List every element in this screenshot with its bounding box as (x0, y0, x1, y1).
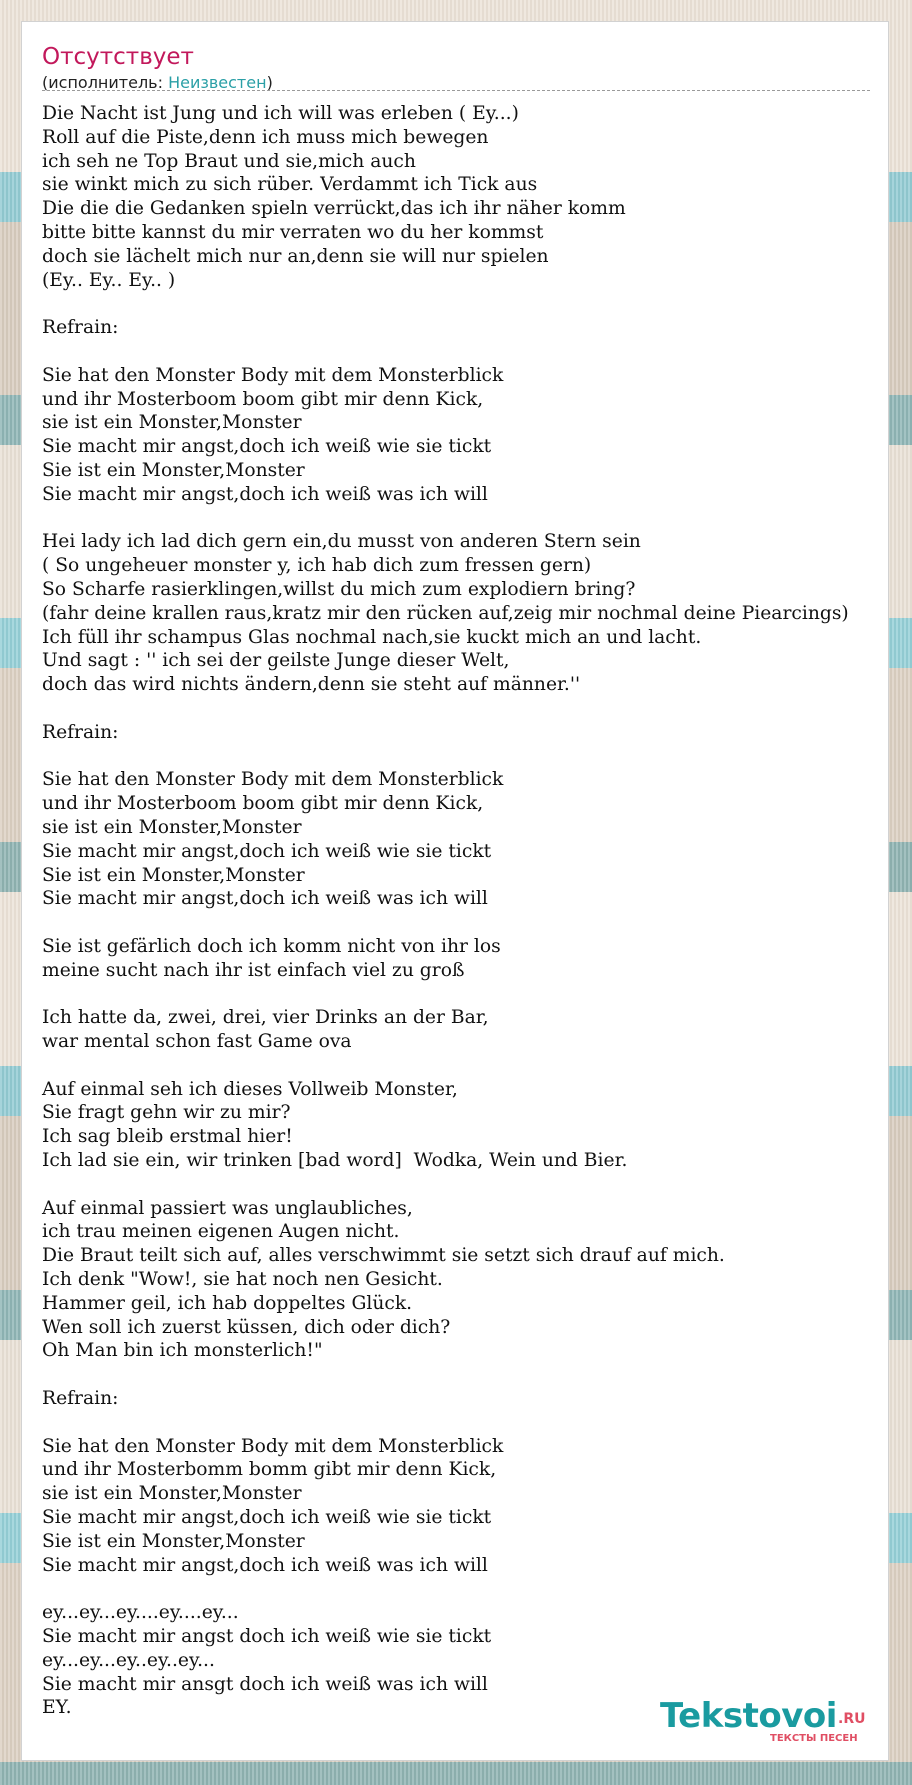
logo-domain: .RU (838, 1711, 866, 1727)
artist-suffix: ) (266, 73, 273, 92)
lyrics-text: Die Nacht ist Jung und ich will was erleben ( Ey...) Roll auf die Piste,denn ich muss mich bewegen ich seh ne Top Braut und sie,mich auch sie winkt mich zu sich rüber. Verdammt ich Tick aus Die die die Gedanken spieln verrückt,das ich ihr näher komm bitte bitte kannst du mir verraten wo du her kommst doch sie lächelt mich nur an,denn sie will nur spielen (Ey.. Ey.. Ey.. ) Refrain: Sie hat den Monster Body mit dem Monsterblick und ihr Mosterboom boom gibt mir denn Kick, sie ist ein Monster,Monster Sie macht mir angst,doch ich weiß wie sie tickt Sie ist ein Monster,Monster Sie macht mir angst,doch ich weiß was ich will Hei lady ich lad dich gern ein,du musst von anderen Stern sein ( So ungeheuer monster y, ich hab dich zum fressen gern) So Scharfe rasierklingen,willst du mich zum explodiern bring? (fahr deine krallen raus,kratz mir den rücken auf,zeig mir nochmal deine Piearcings) Ich füll ihr schampus Glas nochmal nach,sie kuckt mich an und lacht. Und sagt : '' ich sei der geilste Junge dieser Welt, doch das wird nichts ändern,denn sie steht auf männer.'' Refrain: Sie hat den Monster Body mit dem Monsterblick und ihr Mosterboom boom gibt mir denn Kick, sie ist ein Monster,Monster Sie macht mir angst,doch ich weiß wie sie tickt Sie ist ein Monster,Monster Sie macht mir angst,doch ich weiß was ich will Sie ist gefärlich doch ich komm nicht von ihr los meine sucht nach ihr ist einfach viel zu groß Ich hatte da, zwei, drei, vier Drinks an der Bar, war mental schon fast Game ova Auf einmal seh ich dieses Vollweib Monster, Sie fragt gehn wir zu mir? Ich sag bleib erstmal hier! Ich lad sie ein, wir trinken [bad word] Wodka, Wein und Bier. Auf einmal passiert was unglaubliches, ich trau meinen eigenen Augen nicht. Die Braut teilt sich auf, alles verschwimmt sie setzt sich drauf auf mich. Ich denk "Wow!, sie hat noch nen Gesicht. Hammer geil, ich hab doppeltes Glück. Wen soll ich zuerst küssen, dich oder dich? Oh Man bin ich monsterlich!" Refrain: Sie hat den Monster Body mit dem Monsterblick und ihr Mosterbomm bomm gibt mir denn Kick, sie ist ein Monster,Monster Sie macht mir angst,doch ich weiß wie sie tickt Sie ist ein Monster,Monster Sie macht mir angst,doch ich weiß was ich will ey...ey...ey....ey....ey... Sie macht mir angst doch ich weiß wie sie tickt ey...ey...ey..ey..ey... Sie macht mir ansgt doch ich weiß was ich will EY. (42, 103, 849, 1719)
logo-wordmark: Tekstovoi (660, 1696, 837, 1736)
artist-prefix: (исполнитель: (42, 73, 169, 92)
header-divider (42, 90, 870, 91)
tekstovoi-logo[interactable] (660, 1698, 885, 1746)
lyrics-card (21, 21, 889, 1761)
song-title: Отсутствует (42, 44, 194, 70)
artist-link[interactable]: Неизвестен (168, 73, 267, 92)
logo-tagline: ТЕКСТЫ ПЕСЕН (770, 1733, 858, 1744)
